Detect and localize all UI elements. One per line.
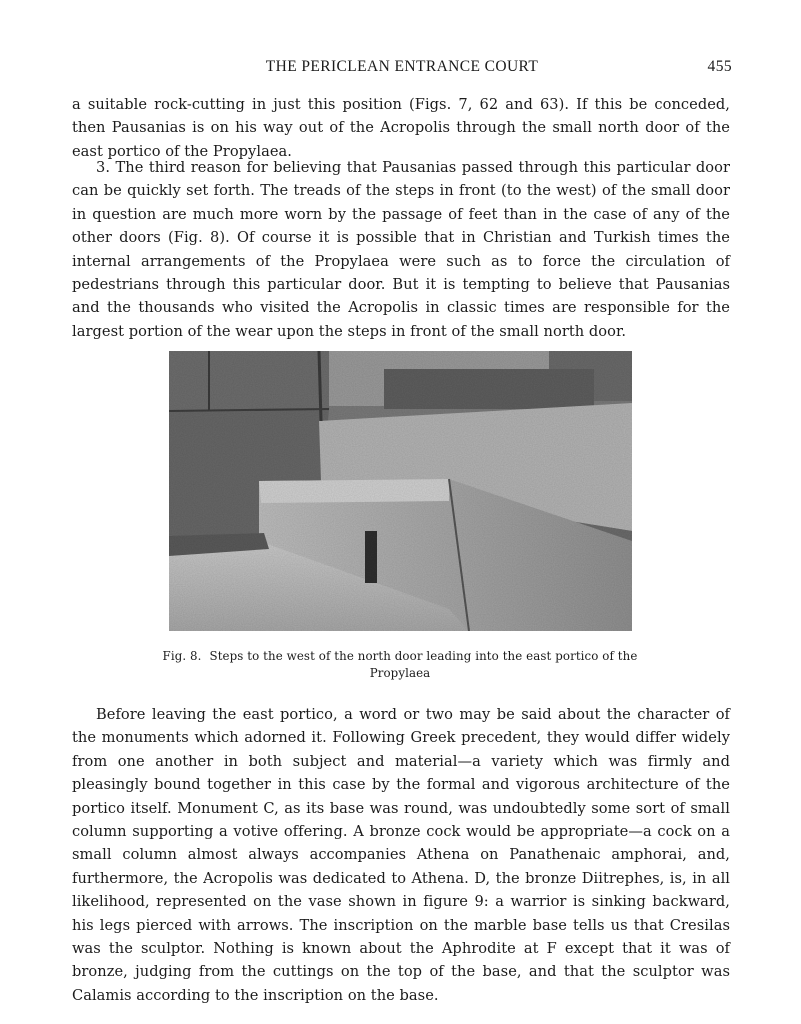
body-paragraph: 3. The third reason for believing that Pausanias passed through this particular door can be quickly set forth. The treads of the steps in front (to the west) of the small door in question are much more worn by the passage of feet than in the case of any of the other doors (Fig. 8). Of course it is possible that in Christian and Turkish times the internal arrangements of the Propylaea were such as to force the circulation of pedestrians through this particular door. But it is tempting to believe that Pausanias and the thousands who visited the Acropolis in classic times are responsible for the largest portion of the wear upon the steps in front of the small north door. <box>72 159 730 340</box>
running-title: THE PERICLEAN ENTRANCE COURT <box>265 58 539 75</box>
body-paragraph: a suitable rock-cutting in just this position (Figs. 7, 62 and 63). If this be conceded, then Pausanias is on his way out of the Acropolis through the small north door of the east portico of the Propylaea. <box>72 96 730 160</box>
figure-caption <box>150 648 650 682</box>
page-number: 455 <box>707 58 732 75</box>
body-paragraph: Before leaving the east portico, a word or two may be said about the character of the monuments which adorned it. Following Greek precedent, they would differ widely from one another in both subject and material—a variety which was firmly and pleasingly bound together in this case by the formal and vigorous architecture of the portico itself. Monument C, as its base was round, was undoubtedly some sort of small column supporting a votive offering. A bronze cock would be appropriate—a cock on a small column almost always accompanies Athena on Panathenaic amphorai, and, furthermore, the Acropolis was dedicated to Athena. D, the bronze Diitrephes, is, in all likelihood, represented on the vase shown in figure 9: a warrior is sinking backward, his legs pierced with arrows. The inscription on the marble base tells us that Cresilas was the sculptor. Nothing is known about the Aphrodite at F except that it was of bronze, judging from the cuttings on the top of the base, and that the sculptor was Calamis according to the inscription on the base. <box>72 706 730 1004</box>
steps-photograph <box>169 351 632 631</box>
running-head <box>72 58 732 80</box>
figure-label: Fig. 8. <box>162 649 202 663</box>
figure-photo <box>169 351 632 631</box>
figure-caption-text: Steps to the west of the north door leading into the east portico of the Propylaea <box>209 649 638 680</box>
